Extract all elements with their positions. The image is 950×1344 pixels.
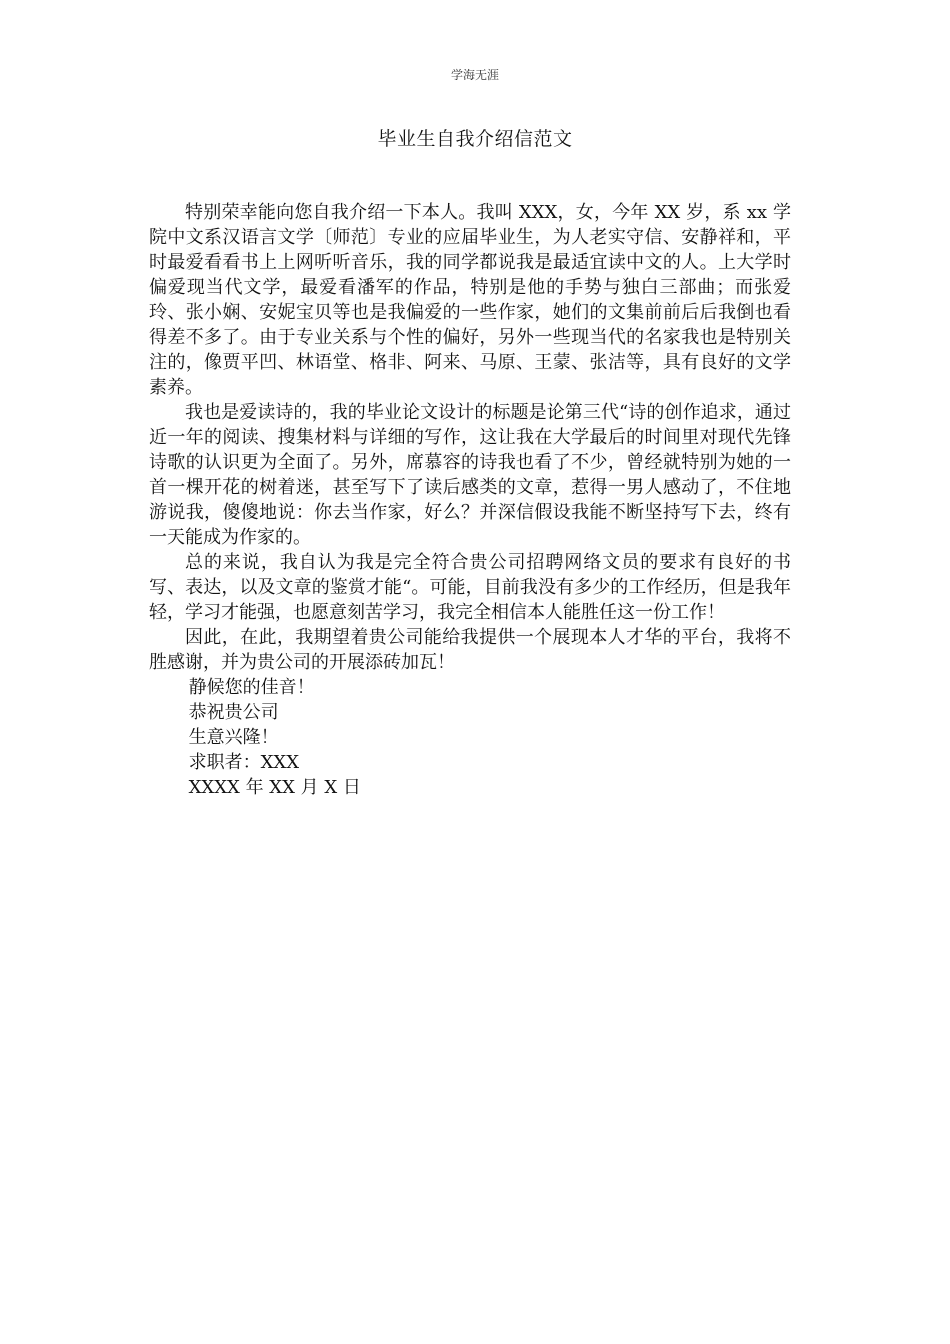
- document-title: 毕业生自我介绍信范文: [377, 128, 573, 150]
- paragraph-qualification: 总的来说，我自认为我是完全符合贵公司招聘网络文员的要求有良好的书写、表达，以及文章的鉴赏才能“。可能，目前我没有多少的工作经历，但是我年轻，学习才能强，也愿意刻苦学习，我完全相信本人能胜任这一份工作！: [149, 552, 791, 623]
- closing-await: 静候您的佳音！: [188, 677, 315, 698]
- letter-date: XXXX 年 XX 月 X 日: [188, 777, 361, 798]
- paragraph-conclusion: 因此，在此，我期望着贵公司能给我提供一个展现本人才华的平台，我将不胜感谢，并为贵公司的开展添砖加瓦！: [149, 627, 791, 673]
- paragraph-introduction: 特别荣幸能向您自我介绍一下本人。我叫 XXX，女，今年 XX 岁，系 xx 学院中文系汉语言文学〔师范〕专业的应届毕业生，为人老实守信、安静祥和，平时最爱看看书上上网听听音乐，我的同学都说我是最适宜读中文的人。上大学时偏爱现当代文学，最爱看潘军的作品，特别是他的手势与独白三部曲；而张爱玲、张小娴、安妮宝贝等也是我偏爱的一些作家，她们的文集前前后后我倒也看得差不多了。由于专业关系与个性的偏好，另外一些现当代的名家我也是特别关注的，像贾平凹、林语堂、格非、阿来、马原、王蒙、张洁等，具有良好的文学素养。: [149, 202, 791, 398]
- page-header: 学海无涯: [450, 68, 499, 82]
- letter-body: [149, 200, 791, 800]
- signature: 求职者：XXX: [188, 752, 300, 773]
- closing-wish-1: 恭祝贵公司: [188, 702, 279, 723]
- closing-wish-2: 生意兴隆！: [188, 727, 279, 748]
- paragraph-poetry: 我也是爱读诗的，我的毕业论文设计的标题是论第三代“诗的创作追求，通过近一年的阅读、搜集材料与详细的写作，这让我在大学最后的时间里对现代先锋诗歌的认识更为全面了。另外，席慕容的诗我也看了不少，曾经就特别为她的一首一棵开花的树着迷，甚至写下了读后感类的文章，惹得一男人感动了，不住地游说我，傻傻地说：你去当作家，好么？并深信假设我能不断坚持写下去，终有一天能成为作家的。: [149, 402, 791, 548]
